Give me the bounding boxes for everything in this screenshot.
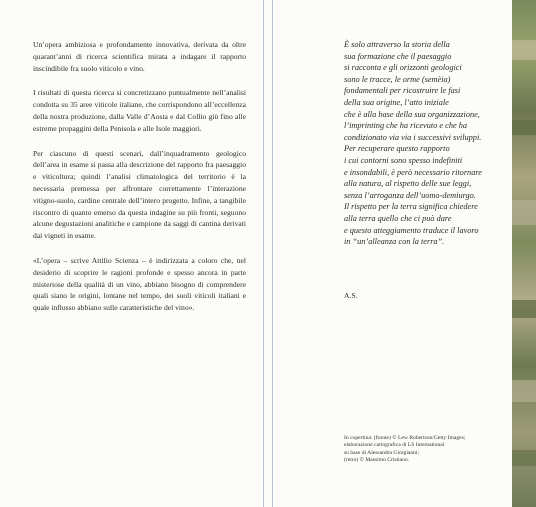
fold-line-left	[263, 0, 264, 507]
quote-line: e questo atteggiamento traduce il lavoro	[344, 225, 479, 235]
quote-line: sono le tracce, le orme (semèia)	[344, 74, 451, 84]
quote-line: sua formazione che il paesaggio	[344, 51, 452, 61]
quote-line: e insondabili, è però necessario ritornare	[344, 167, 482, 177]
credit-line: elaborazione cartografica di LS International	[344, 442, 445, 449]
quote-line: che è alla base della sua organizzazione,	[344, 109, 480, 119]
quote-line: della sua origine, l’atto iniziale	[344, 97, 449, 107]
quote-line: l’imprinting che ha ricevuto e che ha	[344, 121, 468, 131]
credit-line: (retro) © Massimo Cristiano.	[344, 457, 410, 464]
quote-line: si racconta e gli orizzonti geologici	[344, 63, 462, 73]
paragraph-scenarios: Per ciascuno di questi scenari, dall’inquadramento geologico dell’area in esame si passa alla descrizione del rapporto fra paesaggio e viticoltura; quindi l’analisi climatologica del territorio è la necessaria premessa per affrontare correttamente l’interazione vitigno-suolo, cardine centrale dell’intero progetto. Infine, a tangibile riscontro di quanto emerso da questa indagine su più fronti, seguono alcune degustazioni analitiche e campione da saggi di cantina derivati dai vigneti in esame.	[33, 148, 246, 241]
quote-line: i cui contorni sono spesso indefiniti	[344, 155, 463, 165]
credit-line: su base di Alessandra Giorgianni;	[344, 449, 420, 456]
quote-line: È solo attraverso la storia della	[344, 40, 450, 49]
vineyard-photo-strip	[512, 0, 536, 507]
quote-line: alla terra quello che ci può dare	[344, 213, 452, 223]
left-page-text	[33, 39, 246, 327]
quote-line: in “un’alleanza con la terra”.	[344, 237, 445, 247]
cover-credits	[344, 435, 509, 465]
credit-line: In copertina: (fronte) © Lew Robertson/Getty Images;	[344, 435, 466, 441]
fold-line-right	[272, 0, 273, 507]
quote-line: Per recuperare questo rapporto	[344, 144, 450, 154]
quote-line: senza l’arroganza dell’uomo-demiurgo.	[344, 190, 476, 200]
quote-signature: A.S.	[344, 291, 358, 300]
paragraph-intro: Un’opera ambiziosa e profondamente innovativa, derivata da oltre quarant’anni di ricerca scientifica mirata a indagare il rapporto inscindibile fra suolo viticolo e vino.	[33, 40, 246, 73]
quote-line: Il rispetto per la terra significa chiedere	[344, 202, 478, 212]
quote-line: alla natura, al rispetto delle sue leggi,	[344, 179, 472, 189]
epigraph-quote	[344, 39, 504, 248]
quote-line: condizionato via via i successivi sviluppi.	[344, 132, 482, 142]
paragraph-results: I risultati di questa ricerca si concretizzano puntualmente nell’analisi condotta su 35 aree viticole italiane, che corrispondono all’eccellenza della nostra produzione, dalla Valle d’Aosta e dal Collio giù fino alle estreme propaggini della Penisola e alle Isole maggiori.	[33, 88, 246, 133]
quote-line: fondamentali per ricostruire le fasi	[344, 86, 461, 96]
paragraph-scienza-quote: «L’opera – scrive Attilio Scienza – è indirizzata a coloro che, nel desiderio di scoprire le ragioni profonde e spesso ancora in parte misteriose della qualità di un vino, abbiano bisogno di comprendere quali siano le origini, lontane nel tempo, dei suoli viticoli italiani e quale influsso abbiano sulle caratteristiche del vino».	[33, 255, 246, 313]
